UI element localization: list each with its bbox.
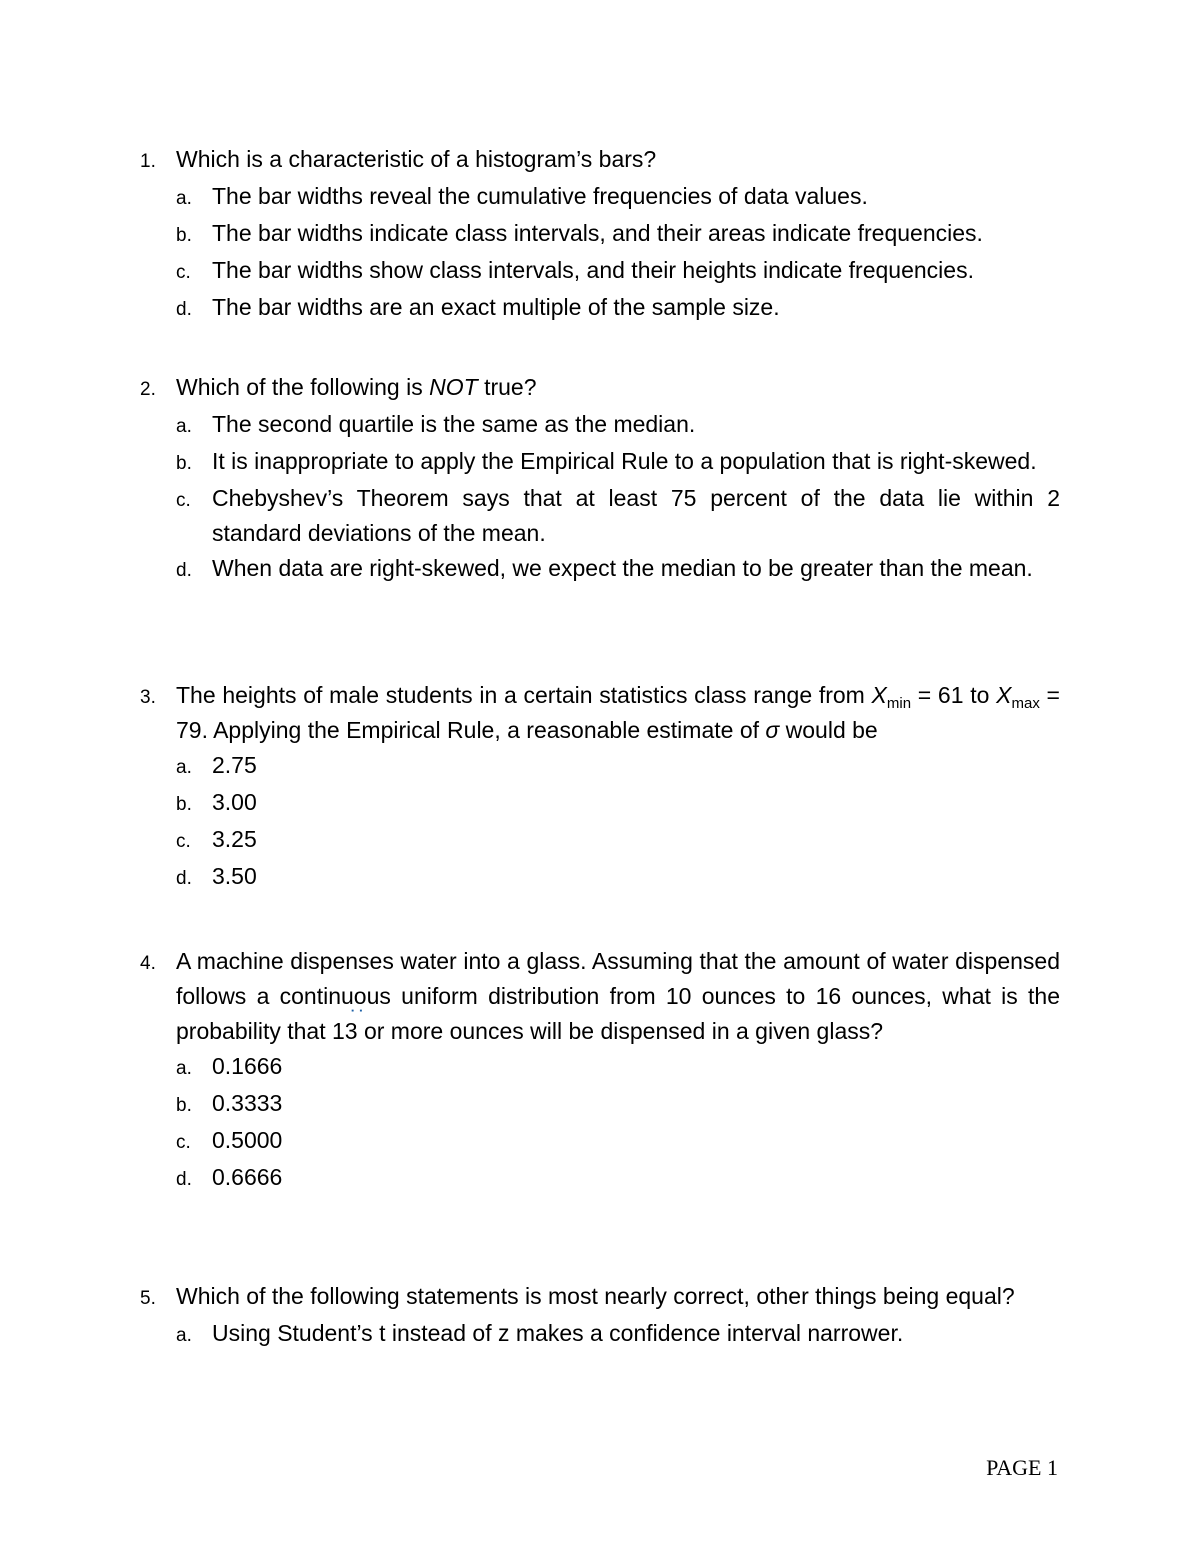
option-letter: c. (176, 490, 191, 511)
option-d (176, 551, 1060, 588)
option-text: 0.6666 (212, 1164, 283, 1190)
option-b (176, 444, 1060, 481)
option-d (176, 1160, 1060, 1197)
variable-x: X (996, 682, 1012, 708)
question-number: 3. (140, 687, 156, 708)
question-number: 2. (140, 379, 156, 400)
option-letter: a. (176, 416, 192, 437)
question-text: A machine dispenses water into a glass. Assuming that the amount of water dispensed follows a continuous uniform distribution from 10 ounces to 16 ounces, what is the probability that 13 ˙˙ or more ounces will be dispensed in a given glass? (176, 944, 1060, 1049)
subscript-min: min (886, 695, 912, 712)
option-letter: d. (176, 1169, 192, 1190)
option-b (176, 785, 1060, 822)
option-text: Chebyshev’s Theorem says that at least 75 percent of the data lie within 2 standard deviations of the mean. (212, 485, 1060, 546)
option-letter: b. (176, 1095, 192, 1116)
question-2 (140, 370, 1060, 588)
option-text: The bar widths show class intervals, and their heights indicate frequencies. (212, 257, 974, 283)
option-c (176, 481, 1060, 551)
sigma-symbol: σ (765, 717, 780, 743)
option-b (176, 216, 1060, 253)
page-number: PAGE 1 (986, 1455, 1058, 1480)
option-text: It is inappropriate to apply the Empirical Rule to a population that is right-skewed. (212, 448, 1037, 474)
annotated-value: 13 ˙˙ (331, 1006, 367, 1044)
question-number: 1. (140, 151, 156, 172)
question-1 (140, 142, 1060, 327)
option-text: 2.75 (212, 752, 257, 778)
option-text: 3.00 (212, 789, 257, 815)
option-a (176, 1049, 1060, 1086)
option-d (176, 290, 1060, 327)
option-letter: b. (176, 453, 192, 474)
option-a (176, 407, 1060, 444)
variable-x: X (871, 682, 887, 708)
option-text: 0.1666 (212, 1053, 283, 1079)
option-text: The bar widths reveal the cumulative frequencies of data values. (212, 183, 868, 209)
option-text: Using Student’s t instead of z makes a confidence interval narrower. (212, 1320, 904, 1346)
option-letter: c. (176, 831, 191, 852)
option-text: The second quartile is the same as the median. (212, 411, 696, 437)
option-a (176, 1316, 1060, 1353)
subscript-max: max (1011, 695, 1040, 712)
question-text: Which of the following statements is most nearly correct, other things being equal? (176, 1283, 1015, 1309)
question-number: 5. (140, 1288, 156, 1309)
option-letter: a. (176, 188, 192, 209)
option-b (176, 1086, 1060, 1123)
option-letter: b. (176, 225, 192, 246)
option-letter: c. (176, 262, 191, 283)
option-letter: a. (176, 757, 192, 778)
annotation-mark: ˙˙ (349, 1006, 367, 1031)
question-4 (140, 944, 1060, 1197)
question-text: Which of the following is NOT true? (176, 374, 537, 400)
question-text: The heights of male students in a certain statistics class range from $X_{min} = 61$ to $X_{max} = 79$. Applying the Empirical Rule, a reasonable estimate of σ would be (176, 682, 1060, 743)
option-letter: d. (176, 560, 192, 581)
option-a (176, 748, 1060, 785)
option-text: 3.50 (212, 863, 257, 889)
option-letter: a. (176, 1058, 192, 1079)
question-text: Which is a characteristic of a histogram’s bars? (176, 146, 657, 172)
option-text: The bar widths are an exact multiple of the sample size. (212, 294, 780, 320)
option-d (176, 859, 1060, 896)
question-number: 4. (140, 953, 156, 974)
option-c (176, 822, 1060, 859)
option-letter: a. (176, 1325, 192, 1346)
option-text: When data are right-skewed, we expect the median to be greater than the mean. (212, 555, 1033, 581)
question-5 (140, 1279, 1060, 1353)
option-c (176, 253, 1060, 290)
option-text: 0.3333 (212, 1090, 283, 1116)
option-text: 3.25 (212, 826, 257, 852)
option-a (176, 179, 1060, 216)
option-letter: c. (176, 1132, 191, 1153)
option-letter: b. (176, 794, 192, 815)
option-letter: d. (176, 299, 192, 320)
emphasis-not: NOT (429, 374, 478, 400)
option-text: The bar widths indicate class intervals, and their areas indicate frequencies. (212, 220, 983, 246)
option-text: 0.5000 (212, 1127, 283, 1153)
question-3 (140, 678, 1060, 896)
option-c (176, 1123, 1060, 1160)
option-letter: d. (176, 868, 192, 889)
